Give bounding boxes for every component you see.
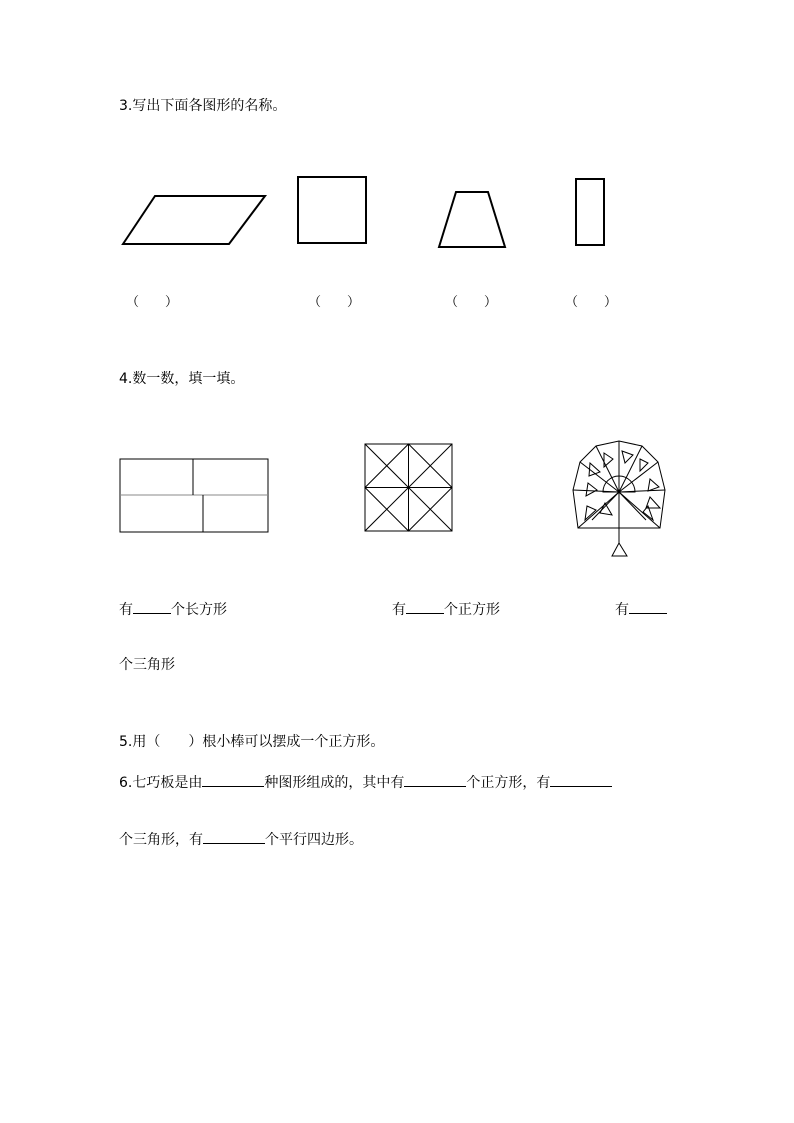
answer-slot-parallelogram[interactable]: （ ）	[126, 295, 179, 310]
q5-answer-slot[interactable]	[160, 732, 188, 746]
q6-line-1: 6.七巧板是由 种图形组成的，其中有 个正方形，有	[119, 772, 612, 792]
rect-count-blank[interactable]	[133, 599, 171, 614]
tri-count-suffix: 个三角形	[119, 657, 175, 673]
q6-blank-parallelograms[interactable]	[203, 829, 265, 844]
answer-slot-square[interactable]: （ ）	[308, 295, 361, 310]
q5-line: 5.用（ ）根小棒可以摆成一个正方形。	[119, 734, 385, 750]
q6-blank-kinds[interactable]	[202, 772, 264, 787]
tri-count-blank[interactable]	[629, 599, 667, 614]
tri-count-line: 有	[615, 599, 667, 619]
q6-blank-triangles[interactable]	[550, 772, 612, 787]
q6-line-2: 个三角形，有 个平行四边形。	[119, 829, 363, 849]
square-count-line: 有 个正方形	[392, 599, 500, 619]
q4-title: 4.数一数，填一填。	[119, 371, 245, 387]
square-count-blank[interactable]	[406, 599, 444, 614]
peacock-figure	[573, 441, 665, 556]
answer-slot-rectangle[interactable]: （ ）	[565, 295, 618, 310]
q6-blank-squares[interactable]	[404, 772, 466, 787]
squares-figure	[365, 444, 452, 531]
answer-slot-trapezoid[interactable]: （ ）	[445, 295, 498, 310]
rect-count-line: 有 个长方形	[119, 599, 227, 619]
rectangles-figure	[120, 459, 268, 532]
q3-title: 3.写出下面各图形的名称。	[119, 98, 287, 114]
